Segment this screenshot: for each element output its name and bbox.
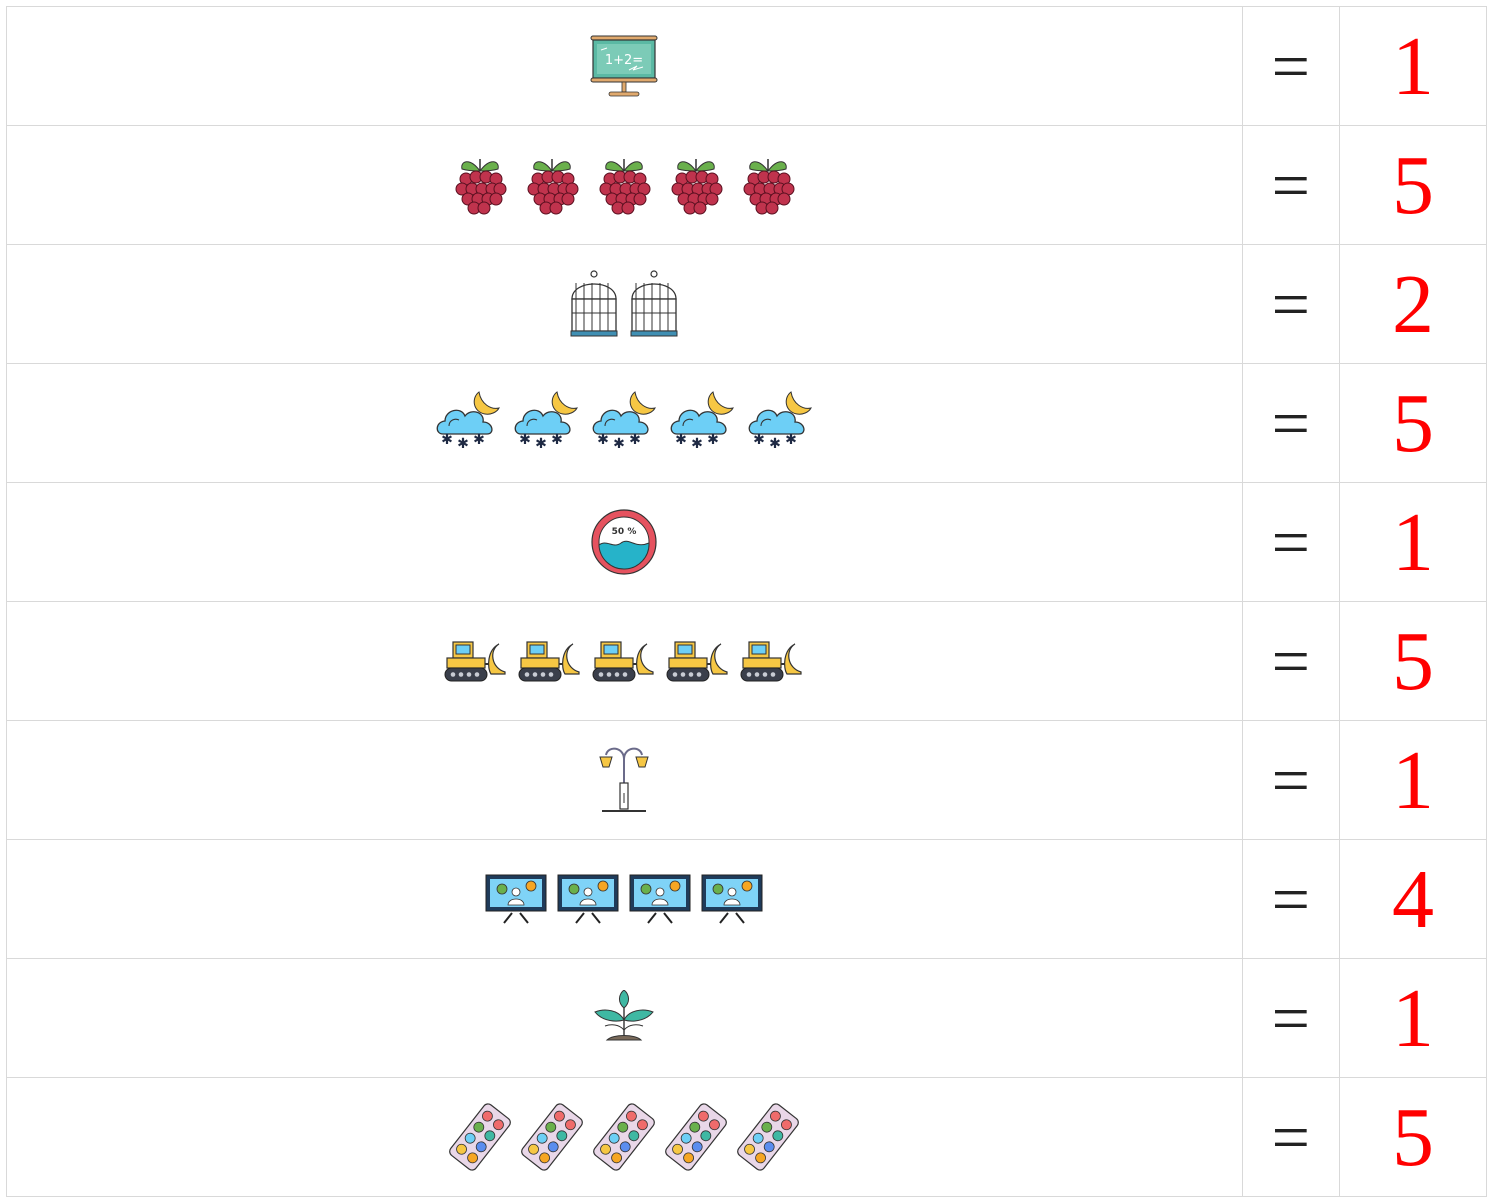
answer-number: 2 bbox=[1339, 245, 1486, 364]
equals-sign: = bbox=[1242, 959, 1339, 1078]
picture-cell bbox=[7, 364, 1243, 483]
svg-text:✱: ✱ bbox=[613, 436, 626, 452]
svg-text:✱: ✱ bbox=[597, 432, 610, 448]
icon-group bbox=[7, 7, 1242, 125]
svg-text:✱: ✱ bbox=[785, 432, 798, 448]
svg-text:✱: ✱ bbox=[551, 432, 564, 448]
answer-number: 5 bbox=[1339, 602, 1486, 721]
watercolor-palette-icon bbox=[448, 1103, 512, 1171]
raspberry-icon bbox=[664, 153, 728, 217]
icon-group bbox=[7, 840, 1242, 958]
equals-sign: = bbox=[1242, 602, 1339, 721]
icon-group bbox=[7, 721, 1242, 839]
svg-text:✱: ✱ bbox=[629, 432, 642, 448]
svg-text:1+2=: 1+2= bbox=[605, 53, 644, 68]
svg-text:✱: ✱ bbox=[519, 432, 532, 448]
picture-cell bbox=[7, 483, 1243, 602]
video-conference-monitor-icon bbox=[484, 873, 548, 925]
equals-sign: = bbox=[1242, 1078, 1339, 1197]
answer-number: 5 bbox=[1339, 126, 1486, 245]
bulldozer-icon bbox=[443, 638, 509, 684]
watercolor-palette-icon bbox=[736, 1103, 800, 1171]
icon-group bbox=[7, 126, 1242, 244]
watercolor-palette-icon bbox=[664, 1103, 728, 1171]
picture-cell bbox=[7, 7, 1243, 126]
icon-group bbox=[7, 483, 1242, 601]
snow-cloud-moon-icon bbox=[589, 388, 659, 458]
snow-cloud-moon-icon bbox=[667, 388, 737, 458]
table-row bbox=[7, 364, 1487, 483]
svg-text:✱: ✱ bbox=[675, 432, 688, 448]
answer-number: 4 bbox=[1339, 840, 1486, 959]
table-row bbox=[7, 7, 1487, 126]
answer-number: 5 bbox=[1339, 1078, 1486, 1197]
answer-number: 5 bbox=[1339, 364, 1486, 483]
watercolor-palette-icon bbox=[520, 1103, 584, 1171]
video-conference-monitor-icon bbox=[556, 873, 620, 925]
answer-number: 1 bbox=[1339, 483, 1486, 602]
table-row bbox=[7, 1078, 1487, 1197]
raspberry-icon bbox=[448, 153, 512, 217]
snow-cloud-moon-icon bbox=[433, 388, 503, 458]
answer-number: 1 bbox=[1339, 959, 1486, 1078]
water-level-gauge-icon bbox=[589, 507, 659, 577]
raspberry-icon bbox=[592, 153, 656, 217]
picture-cell bbox=[7, 245, 1243, 364]
table-row bbox=[7, 602, 1487, 721]
equals-sign: = bbox=[1242, 7, 1339, 126]
snow-cloud-moon-icon bbox=[511, 388, 581, 458]
svg-text:✱: ✱ bbox=[473, 432, 486, 448]
table-row bbox=[7, 959, 1487, 1078]
picture-cell bbox=[7, 602, 1243, 721]
answer-number: 1 bbox=[1339, 721, 1486, 840]
table-row bbox=[7, 245, 1487, 364]
bulldozer-icon bbox=[665, 638, 731, 684]
table-row bbox=[7, 483, 1487, 602]
raspberry-icon bbox=[736, 153, 800, 217]
street-lamp-icon bbox=[592, 743, 656, 817]
icon-group bbox=[7, 245, 1242, 363]
bulldozer-icon bbox=[591, 638, 657, 684]
table-row bbox=[7, 126, 1487, 245]
equals-sign: = bbox=[1242, 721, 1339, 840]
raspberry-icon bbox=[520, 153, 584, 217]
bulldozer-icon bbox=[739, 638, 805, 684]
answer-number: 1 bbox=[1339, 7, 1486, 126]
snow-cloud-moon-icon bbox=[745, 388, 815, 458]
icon-group bbox=[7, 602, 1242, 720]
icon-group bbox=[7, 1078, 1242, 1196]
table-row bbox=[7, 721, 1487, 840]
birdcage-icon bbox=[628, 269, 680, 339]
video-conference-monitor-icon bbox=[628, 873, 692, 925]
svg-text:✱: ✱ bbox=[457, 436, 470, 452]
svg-text:✱: ✱ bbox=[707, 432, 720, 448]
picture-cell bbox=[7, 959, 1243, 1078]
equals-sign: = bbox=[1242, 364, 1339, 483]
bulldozer-icon bbox=[517, 638, 583, 684]
equals-sign: = bbox=[1242, 483, 1339, 602]
counting-table bbox=[6, 6, 1487, 1197]
equals-sign: = bbox=[1242, 126, 1339, 245]
watercolor-palette-icon bbox=[592, 1103, 656, 1171]
sprout-icon bbox=[589, 990, 659, 1046]
svg-text:50 %: 50 % bbox=[612, 527, 637, 537]
birdcage-icon bbox=[568, 269, 620, 339]
icon-group bbox=[7, 959, 1242, 1077]
svg-text:✱: ✱ bbox=[769, 436, 782, 452]
chalkboard-icon bbox=[589, 34, 659, 98]
table-row bbox=[7, 840, 1487, 959]
video-conference-monitor-icon bbox=[700, 873, 764, 925]
picture-cell bbox=[7, 721, 1243, 840]
equals-sign: = bbox=[1242, 245, 1339, 364]
svg-text:✱: ✱ bbox=[535, 436, 548, 452]
svg-text:✱: ✱ bbox=[691, 436, 704, 452]
picture-cell bbox=[7, 126, 1243, 245]
icon-group bbox=[7, 364, 1242, 482]
picture-cell bbox=[7, 840, 1243, 959]
svg-text:✱: ✱ bbox=[753, 432, 766, 448]
svg-text:✱: ✱ bbox=[441, 432, 454, 448]
picture-cell bbox=[7, 1078, 1243, 1197]
equals-sign: = bbox=[1242, 840, 1339, 959]
